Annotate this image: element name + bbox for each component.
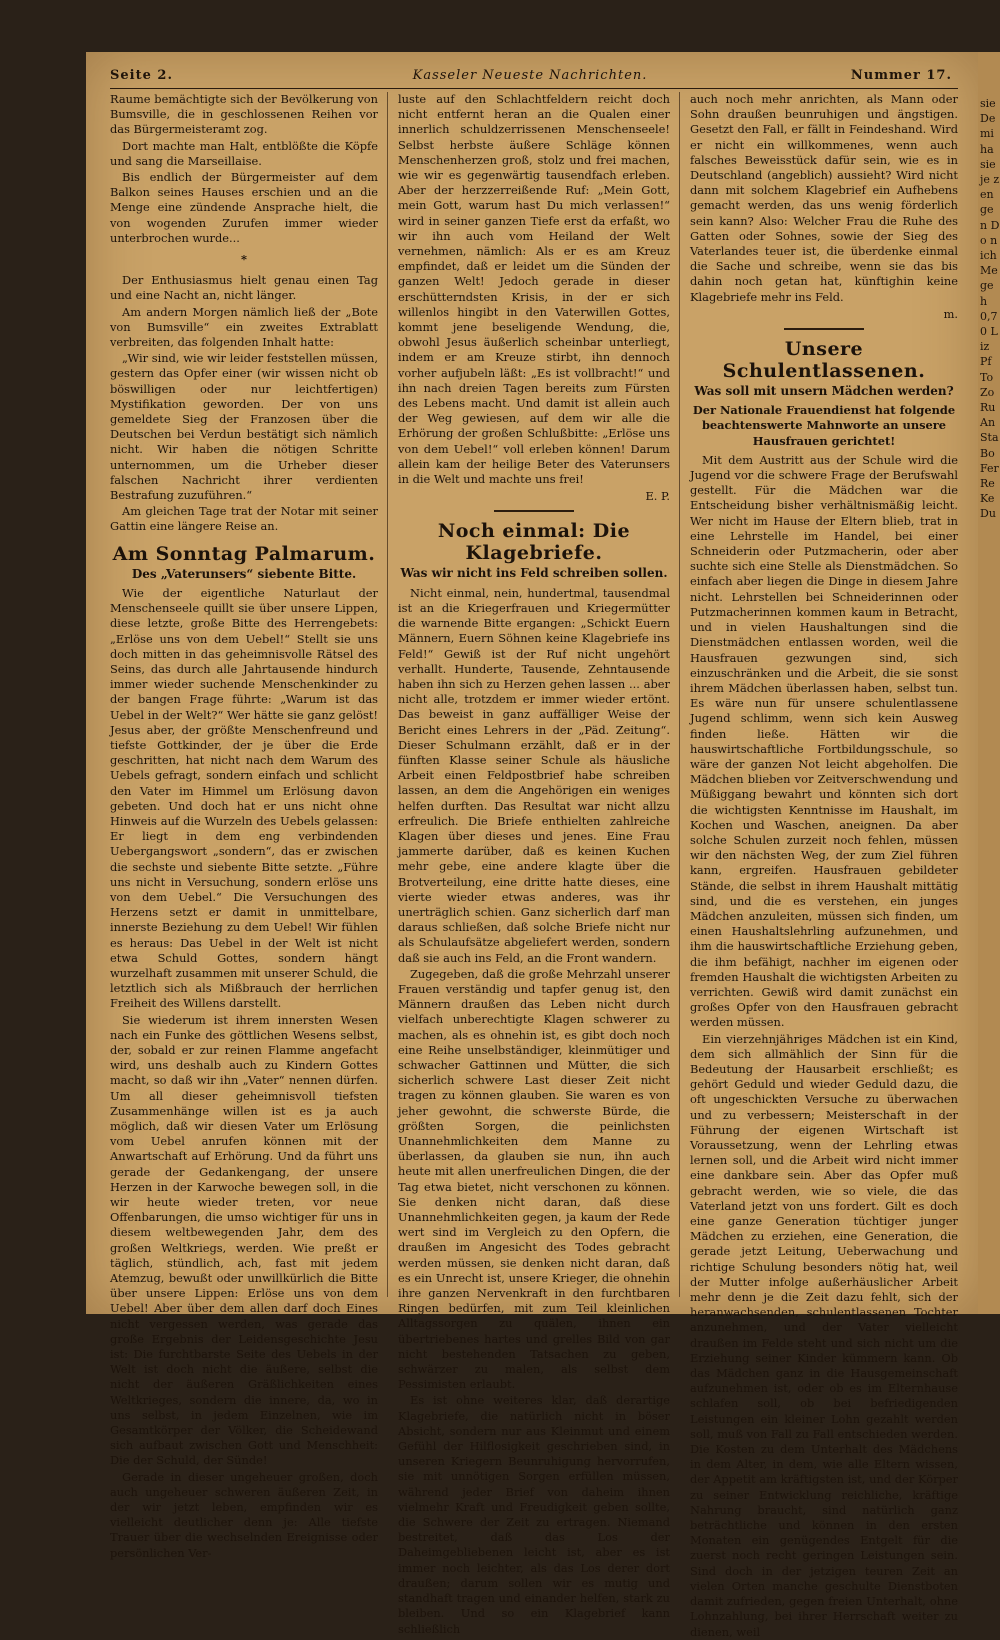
paragraph: Ein vierzehnjähriges Mädchen ist ein Kind, dem sich allmählich der Sinn für die Bedeutung der Hausarbeit erschließt; es gehört Geduld und wieder Geduld dazu, die oft ungeschickten Versuche zu überwachen und zu verbessern; Meisterschaft in der Führung der eigenen Wirtschaft ist Voraussetzung, wenn der Lehrling etwas lernen soll, und die Arbeit wird nicht immer eine dankbare sein. Aber das Opfer muß gebracht werden, wie so viele, die das Vaterland jetzt von uns fordert. Gilt es doch eine ganze Generation tüchtiger junger Mädchen zu erziehen, eine Generation, die gerade jetzt Leitung, Ueberwachung und richtige Schulung besonders nötig hat, weil der Mutter infolge außerhäuslicher Arbeit mehr denn je die Zeit dazu fehlt, sich der heranwachsenden, schulentlassenen Tochter anzunehmen, und der Vater vielleicht draußen im Felde steht und sich nicht um die Erziehung seiner Kinder kümmern kann. Ob das Mädchen ganz in die Hausgemeinschaft aufzunehmen ist, oder ob es im Elternhause schlafen soll, ob bei befriedigenden Leistungen ein kleiner Lohn gezahlt werden soll, muß von Fall zu Fall entschieden werden. Die Kosten zu dem Unterhalt des Mädchens in dem Alter, in dem, wie alle Eltern wissen, der Appetit am kräftigsten ist, und der Körper zu seiner Entwicklung reichliche, kräftige Nahrung braucht, sind natürlich ganz beträchtliche und können in den ersten Monaten ein genügendes Entgelt für die zuerst noch recht geringen Leistungen sein. Sind doch in der jetzigen teuren Zeit an vielen Orten manche geschulte Dienstboten damit zufrieden, gegen freien Unterhalt, ohne Lohnzahlung, bei ihrer Herrschaft weiter zu dienen, weil [690,1031,958,1639]
paragraph: Bis endlich der Bürgermeister auf dem Balkon seines Hauses erschien und an die Menge eine zündende Ansprache hielt, die von wogenden Zurufen immer wieder unterbrochen wurde... [110,170,378,245]
paragraph: Es ist ohne weiteres klar, daß derartige Klagebriefe, die natürlich nicht in böser Absicht, sondern nur aus Kleinmut und einem Gefühl der Hilflosigkeit geschrieben sind, in unseren Kriegern Beunruhigung hervorrufen, sie mit unnötigen Sorgen erfüllen müssen, während jeder Brief von daheim ihnen vielmehr Kraft und Freudigkeit geben sollte, die Schwere der Zeit zu ertragen. Niemand bestreitet, daß das Los der Daheimgebliebenen leicht ist, aber es ist immer noch leichter, als das Los derer dort draußen; darum sollen wir es mutig und standhaft tragen und einander helfen, stark zu bleiben. Und so ein Klagebrief kann schließlich [398,1393,670,1636]
article-subheadline: Was wir nicht ins Feld schreiben sollen. [400,566,668,581]
next-page-fragment: sie De mi ha sie je zen gen Do nich Me geh 0,70 Liz Pf To Zo Ru An Sta Bo Fer Re Ke Du [980,97,1000,521]
paragraph: Raume bemächtigte sich der Bevölkerung von Bumsville, die in geschlossenen Reihen vor das Bürgermeisteramt zog. [110,92,378,137]
article-headline: Unsere Schulentlassenen. [722,338,926,383]
article-subheadline: Was soll mit unsern Mädchen werden? [694,384,954,399]
paragraph: Sie wiederum ist ihrem innersten Wesen nach ein Funke des göttlichen Wesens selbst, der, sobald er zur reinen Flamme angefacht wird, uns deshalb auch zu Kindern Gottes macht, so daß wir ihn „Vater“ nennen dürfen. Um all dieser geheimnisvoll tiefsten Zusammenhänge willen ist es ja auch möglich, daß wir diesen Vater um Erlösung vom Uebel anrufen können mit der Anwartschaft auf Erhörung. Und da führt uns gerade der Gedankengang, der unsere Herzen in der Karwoche bewegen soll, in die wir heute wieder treten, vor neue Offenbarungen, die umso wichtiger für uns in diesem weltbewegenden Jahr, dem des großen Weltkriegs, werden. Wie preßt er täglich, stündlich, ach, fast mit jedem Atemzug, bewußt oder unwillkürlich die Bitte über unsere Lippen: Erlöse uns von dem Uebel! Aber über dem allen darf doch Eines nicht vergessen werden, was gerade das große Ergebnis der Leidensgeschichte Jesu ist: Die furchtbarste Seite des Uebels in der Welt ist doch nicht die äußere, selbst die nicht der äußeren Gräßlichkeiten eines Weltkrieges, sondern die innere, da, wo in uns selbst, in jedem Einzelnen, wie im Gesamtkörper der Völker, die Scheidewand sich aufbaut zwischen Gott und Menschheit: Die der Schuld, der Sünde! [110,1012,378,1468]
paragraph: Am gleichen Tage trat der Notar mit seiner Gattin eine längere Reise an. [110,504,378,534]
paragraph: auch noch mehr anrichten, als Mann oder Sohn draußen beunruhigen und ängstigen. Gesetzt den Fall, er fällt in Feindeshand. Wird er nicht ein willkommenes, wenn auch falsches Beweisstück dafür sein, wie es in Deutschland (angeblich) aussieht? Wird nicht dann mit solchem Klagebrief ein Aufhebens gemacht werden, das uns wenig förderlich sein kann? Also: Welcher Frau die Ruhe des Gatten oder Sohnes, sowie der Sieg des Vaterlandes teuer ist, die überdenke einmal die Sache und schreibe, wenn sie das bis dahin noch getan hat, künftighin keine Klagebriefe mehr ins Feld. [690,92,958,304]
separator-rule [784,328,864,330]
paragraph: Nicht einmal, nein, hundertmal, tausendmal ist an die Kriegerfrauen und Kriegermütter die warnende Bitte ergangen: „Schickt Euern Männern, Euern Söhnen keine Klagebriefe ins Feld!“ Gewiß ist der Ruf nicht ungehört verhallt. Hunderte, Tausende, Zehntausende haben ihn sich zu Herzen gehen lassen ... aber nicht alle, trotzdem er immer wieder ertönt. Das beweist in ganz auffälliger Weise der Bericht eines Lehrers in der „Päd. Zeitung“. Dieser Schulmann erzählt, daß er in der fünften Klasse seiner Schule als häusliche Arbeit einen Feldpostbrief habe schreiben lassen, an dem die Angehörigen ein weniges helfen durften. Das Resultat war nicht allzu erfreulich. Die Briefe enthielten zahlreiche Klagen über dieses und jenes. Eine Frau jammerte darüber, daß es keinen Kuchen mehr gebe, eine andere klagte über die Brotverteilung, eine dritte hatte dieses, eine vierte wieder etwas anderes, was ihr unerträglich schien. Ganz sicherlich darf man daraus schließen, daß solche Briefe nicht nur als Schulaufsätze abgeliefert werden, sondern daß sie auch ins Feld, an die Front wandern. [398,585,670,965]
section-star: * [241,252,247,267]
paragraph: Der Enthusiasmus hielt genau einen Tag und eine Nacht an, nicht länger. [110,273,378,303]
issue-number: Nummer 17. [850,68,952,83]
newspaper-title: Kasseler Neueste Nachrichten. [412,68,648,83]
column-1 [110,92,378,1560]
article-headline: Noch einmal: Die Klagebriefe. [437,520,631,565]
column-divider [387,92,388,1297]
paragraph: Mit dem Austritt aus der Schule wird die Jugend vor die schwere Frage der Berufswahl gestellt. Für die Mädchen war die Entscheidung bisher verhältnismäßig leicht. Wer nicht im Hause der Eltern blieb, trat in eine Lehrstelle im Handel, bei einer Schneiderin oder Putzmacherin, oder aber suchte sich eine Stelle als Dienstmädchen. So einfach aber liegen die Dinge in diesem Jahre nicht. Lehrstellen bei Schneiderinnen oder Putzmacherinnen kommen kaum in Betracht, und in vielen Haushaltungen sind die Dienstmädchen entlassen worden, weil die Hausfrauen gezwungen sind, sich einzuschränken und die Arbeit, die sie sonst ihrem Mädchen überlassen haben, selbst tun. Es wäre nun für unsere schulentlassene Jugend schlimm, wenn sich kein Ausweg finden ließe. Hätten wir die hauswirtschaftliche Fortbildungsschule, so wäre der ganzen Not leicht abgeholfen. Die Mädchen blieben vor Zeitverschwendung und Müßiggang bewahrt und könnten sich dort die wichtigsten Kenntnisse im Haushalt, im Kochen und Waschen, aneignen. Da aber solche Schulen zurzeit noch fehlen, müssen wir den nächsten Weg, der zum Ziel führen kann, ergreifen. Hausfrauen gebildeter Stände, die selbst in ihrem Haushalt mittätig sind, und die es verstehen, ein junges Mädchen anzuleiten, müssen sich finden, um einen Haushaltslehrling aufzunehmen, und ihm die hauswirtschaftliche Erziehung geben, die ihm befähigt, nachher im eigenen oder fremden Haushalt die wichtigsten Arbeiten zu verrichten. Gewiß wird damit zunächst ein großes Opfer von den Hausfrauen gebracht werden müssen. [690,452,958,1030]
page-header [110,66,958,89]
page-number: Seite 2. [110,68,173,83]
column-divider [679,92,680,1297]
paragraph: Dort machte man Halt, entblößte die Köpfe und sang die Marseillaise. [110,138,378,168]
separator-rule [494,510,574,512]
column-2 [398,92,670,1636]
column-3 [690,92,958,1639]
paragraph: Gerade in dieser ungeheuer großen, doch auch ungeheuer schweren äußeren Zeit, in der wir jetzt leben, empfinden wir es vielleicht deutlicher denn je: Alle tiefste Trauer über die wechselnden Ereignisse oder persönlichen Ver- [110,1469,378,1560]
article-headline: Am Sonntag Palmarum. [112,542,376,565]
paragraph: luste auf den Schlachtfeldern reicht doch nicht entfernt heran an die Qualen einer innerlich schuldzerrissenen Menschenseele! Selbst herbste äußere Schläge können Menschenherzen groß, stolz und frei machen, wie wir es gegenwärtig tausendfach erleben. Aber der herzzerreißende Ruf: „Mein Gott, mein Gott, warum hast Du mich verlassen!“ wird in seiner ganzen Tiefe erst da erfaßt, wo wir ihn auch vom Heiland der Welt vernehmen, nämlich: Als er es am Kreuz empfindet, daß er leidet um die Sünden der ganzen Welt! Jedoch gerade in dieser erschütterndsten Krisis, in der er sich willenlos hingibt in den Vaterwillen Gottes, kommt jene beseligende Wendung, die, obwohl Jesus äußerlich scheinbar unterliegt, indem er am Kreuze stirbt, ihn dennoch vorher aufjubeln läßt: „Es ist vollbracht!“ und ihn nach dreien Tagen bereits zum Fürsten des Lebens macht. Und damit ist allein auch der Weg gewiesen, auf dem wir alle die Erhörung der großen Schlußbitte: „Erlöse uns von dem Uebel!“ voll erleben können! Darum allein kam der heilige Beter des Vaterunsers in die Welt und machte uns frei! [398,92,670,487]
article-signature: E. P. [645,489,670,504]
next-page-edge [978,52,1000,1314]
paragraph: Wie der eigentliche Naturlaut der Menschenseele quillt sie über unsere Lippen, diese letzte, große Bitte des Herrengebets: „Erlöse uns von dem Uebel!“ Stellt sie uns doch mitten in das geheimnisvolle Rätsel des Seins, das durch alle Jahrtausende hindurch immer wieder suchende Menschenkinder zu der bangen Frage führte: „Warum ist das Uebel in der Welt?“ Wer hätte sie ganz gelöst! Jesus aber, der größte Menschenfreund und tiefste Gottkinder, der je über die Erde geschritten, hat nicht nach dem Warum des Uebels gefragt, sondern einfach und schlicht den Vater im Himmel um Erlösung davon gebeten. Und doch hat er uns nicht ohne Hinweis auf die Wurzeln des Uebels gelassen: Er liegt in dem eng verbindenden Uebergangswort „sondern“, das er zwischen die sechste und siebente Bitte setzte. „Führe uns nicht in Versuchung, sondern erlöse uns von dem Uebel.“ Die Versuchungen des Herzens setzt er damit in unmittelbare, innerste Beziehung zu dem Uebel! Wir fühlen es heraus: Das Uebel in der Welt ist nicht etwa Schuld Gottes, sondern hängt wurzelhaft zusammen mit unserer Schuld, die letztlich sich als Mißbrauch der herrlichen Freiheit des Willens darstellt. [110,585,378,1011]
article-intro: Der Nationale Frauendienst hat folgende beachtenswerte Mahnworte an unsere Hausfrauen gerichtet! [692,403,956,448]
article-subheadline: Des „Vaterunsers“ siebente Bitte. [131,566,357,581]
paragraph: „Wir sind, wie wir leider feststellen müssen, gestern das Opfer einer (wir wissen nicht ob böswilligen oder nur leichtfertigen) Mystifikation geworden. Der von uns gemeldete Sieg der Franzosen über die Deutschen bei Verdun bestätigt sich nämlich nicht. Wir haben die nötigen Schritte unternommen, um die Urheber dieser falschen Nachricht ihrer verdienten Bestrafung zuzuführen.“ [110,351,378,503]
article-signature: m. [943,306,958,321]
paragraph: Zugegeben, daß die große Mehrzahl unserer Frauen verständig und tapfer genug ist, den Männern draußen das Leben nicht durch vielfach unberechtigte Klagen schwerer zu machen, als es ohnehin ist, es gibt doch noch eine Reihe unselbständiger, kleinmütiger und schwacher Gattinnen und Mütter, die sich sicherlich schwere Last dieser Zeit nicht tragen zu können glauben. Sie waren es von jeher gewohnt, die schwerste Bürde, die größten Sorgen, die peinlichsten Unannehmlichkeiten dem Manne zu überlassen, da glauben sie nun, ihn auch heute mit allen unerfreulichen Dingen, die der Tag etwa bietet, nicht verschonen zu können. Sie denken nicht daran, daß diese Unannehmlichkeiten gegen, ja kaum der Rede wert sind im Vergleich zu den Opfern, die draußen im Angesicht des Todes gebracht werden müssen, sie denken nicht daran, daß es ein Unrecht ist, unsere Krieger, die ohnehin ihre ganzen Nervenkraft in den furchtbaren Ringen bedürfen, mit zum Teil kleinlichen Alltagssorgen zu quälen, ihnen ein übertriebenes hartes und grelles Bild von gar nicht bestehenden Tatsachen zu geben, schwärzer zu malen, als selbst dem Pessimisten erlaubt. [398,966,670,1392]
newspaper-page [86,52,978,1639]
paragraph: Am andern Morgen nämlich ließ der „Bote von Bumsville“ ein zweites Extrablatt verbreiten, das folgenden Inhalt hatte: [110,304,378,350]
